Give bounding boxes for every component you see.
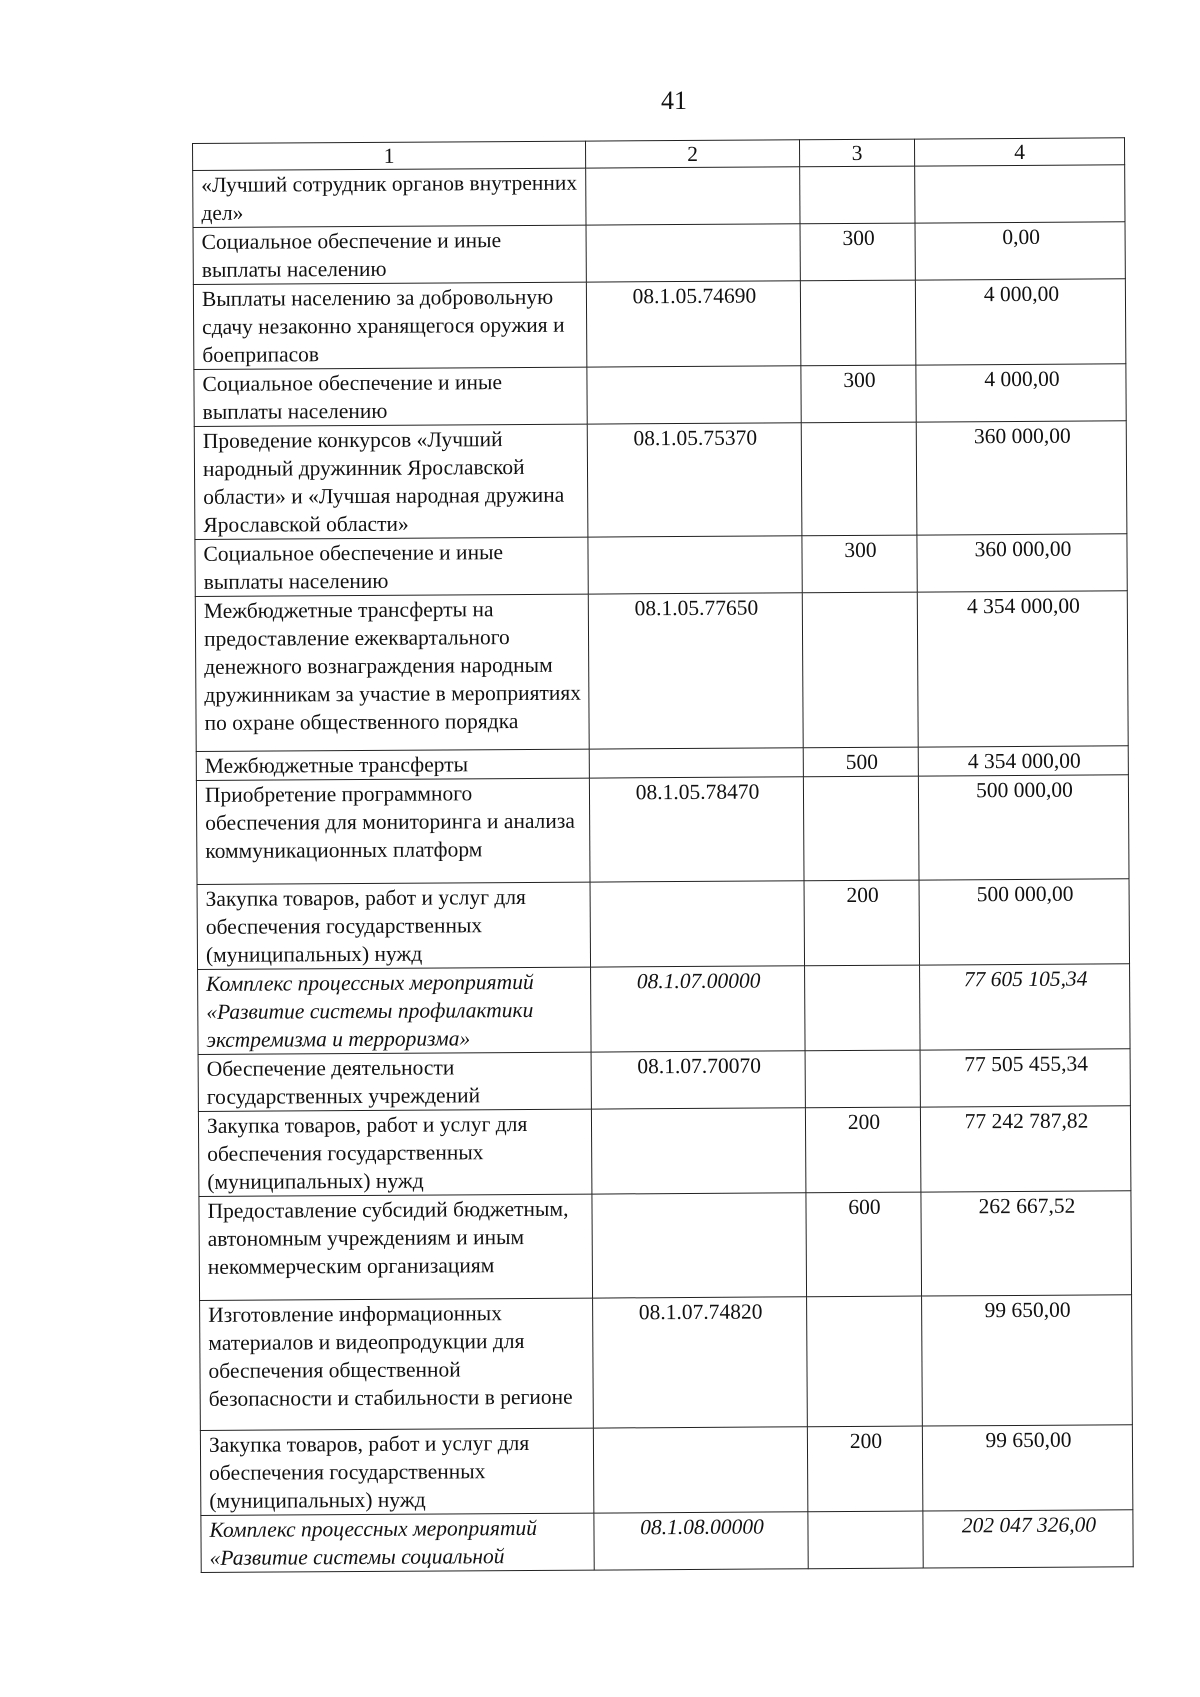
row-type-cell: 300 xyxy=(802,535,917,593)
table-row xyxy=(193,165,1125,228)
row-sum-cell: 4 000,00 xyxy=(915,279,1126,365)
row-name-cell: Обеспечение деятельности государственных учреждений xyxy=(198,1052,591,1111)
row-sum-cell: 202 047 326,00 xyxy=(923,1510,1133,1568)
row-type-cell xyxy=(800,166,915,224)
row-code-cell xyxy=(588,536,802,594)
table-row xyxy=(194,421,1127,540)
row-code-cell: 08.1.05.75370 xyxy=(587,423,802,537)
row-type-cell xyxy=(801,422,917,536)
row-name-cell: Проведение конкурсов «Лучший народный дружинник Ярославской области» и «Лучшая народная дружина Ярославской области» xyxy=(194,424,588,539)
row-code-cell xyxy=(593,1427,808,1513)
row-sum-cell: 77 605 105,34 xyxy=(920,964,1131,1050)
row-code-cell: 08.1.07.74820 xyxy=(593,1297,808,1428)
table-row xyxy=(196,775,1129,885)
row-type-cell xyxy=(805,965,921,1051)
row-sum-cell: 4 000,00 xyxy=(916,364,1126,422)
row-name-cell: Приобретение программного обеспечения для мониторинга и анализа коммуникационных платформ xyxy=(196,778,590,884)
table-row xyxy=(198,964,1131,1055)
row-code-cell xyxy=(591,1108,806,1194)
table-row xyxy=(198,1106,1131,1197)
row-code-cell xyxy=(587,366,801,424)
row-sum-cell: 4 354 000,00 xyxy=(917,591,1128,747)
table-row xyxy=(197,879,1130,970)
column-header: 3 xyxy=(799,139,914,167)
row-code-cell: 08.1.08.00000 xyxy=(594,1512,808,1570)
row-sum-cell: 99 650,00 xyxy=(922,1425,1133,1511)
row-type-cell xyxy=(807,1296,923,1427)
row-name-cell: Закупка товаров, работ и услуг для обеспечения государственных (муниципальных) нужд xyxy=(197,882,591,969)
row-code-cell: 08.1.07.00000 xyxy=(591,966,806,1052)
table-row xyxy=(195,534,1127,597)
table-row xyxy=(194,364,1126,427)
row-name-cell: Социальное обеспечение и иные выплаты населению xyxy=(195,537,588,596)
row-name-cell: Комплекс процессных мероприятий «Развитие системы социальной xyxy=(201,1513,594,1572)
row-name-cell: Изготовление информационных материалов и видеопродукции для обеспечения общественной безопасности и стабильности в регионе xyxy=(200,1298,594,1430)
row-code-cell xyxy=(590,881,805,967)
table-row xyxy=(201,1510,1133,1573)
row-code-cell xyxy=(586,167,800,225)
table-row xyxy=(198,1049,1130,1112)
row-name-cell: Закупка товаров, работ и услуг для обеспечения государственных (муниципальных) нужд xyxy=(198,1109,592,1196)
table-row xyxy=(200,1295,1133,1431)
row-name-cell: Закупка товаров, работ и услуг для обеспечения государственных (муниципальных) нужд xyxy=(200,1428,594,1515)
row-type-cell: 200 xyxy=(804,880,920,966)
row-sum-cell: 99 650,00 xyxy=(922,1295,1133,1426)
table-row xyxy=(195,591,1128,752)
row-name-cell: Комплекс процессных мероприятий «Развитие системы профилактики экстремизма и терроризма» xyxy=(198,967,592,1054)
table-row xyxy=(193,222,1125,285)
row-code-cell: 08.1.05.77650 xyxy=(588,593,803,749)
column-header: 1 xyxy=(193,141,586,170)
row-name-cell: Межбюджетные трансферты xyxy=(196,749,589,780)
row-code-cell: 08.1.07.70070 xyxy=(591,1051,805,1109)
row-type-cell xyxy=(808,1511,923,1569)
row-code-cell: 08.1.05.74690 xyxy=(586,281,801,367)
row-type-cell: 300 xyxy=(801,365,916,423)
row-type-cell: 200 xyxy=(807,1426,923,1512)
row-name-cell: Социальное обеспечение и иные выплаты населению xyxy=(193,225,586,284)
table-body xyxy=(193,165,1134,1573)
page-number: 41 xyxy=(661,86,687,115)
row-sum-cell: 4 354 000,00 xyxy=(918,746,1128,776)
table-row xyxy=(199,1191,1132,1301)
row-sum-cell: 77 242 787,82 xyxy=(920,1106,1131,1192)
row-name-cell: Межбюджетные трансферты на предоставление ежеквартального денежного вознаграждения народным дружинникам за участие в мероприятиях по охране общественного порядка xyxy=(195,594,589,751)
row-code-cell: 08.1.05.78470 xyxy=(589,777,804,882)
row-sum-cell: 500 000,00 xyxy=(918,775,1129,880)
table-row xyxy=(200,1425,1133,1516)
row-type-cell xyxy=(803,776,919,881)
row-name-cell: Выплаты населению за добровольную сдачу незаконно хранящегося оружия и боеприпасов xyxy=(193,282,587,369)
column-header: 4 xyxy=(914,138,1124,166)
row-type-cell: 500 xyxy=(803,747,918,777)
row-sum-cell: 360 000,00 xyxy=(917,534,1127,592)
row-sum-cell: 360 000,00 xyxy=(916,421,1127,535)
row-sum-cell: 77 505 455,34 xyxy=(920,1049,1130,1107)
row-type-cell: 600 xyxy=(806,1192,922,1297)
row-sum-cell: 262 667,52 xyxy=(921,1191,1132,1296)
column-header: 2 xyxy=(585,140,799,168)
table-row xyxy=(193,279,1126,370)
row-type-cell xyxy=(802,592,918,748)
row-sum-cell: 500 000,00 xyxy=(919,879,1130,965)
budget-table xyxy=(192,137,1134,1573)
row-type-cell: 200 xyxy=(805,1107,921,1193)
row-code-cell xyxy=(586,224,800,282)
row-sum-cell xyxy=(915,165,1125,223)
row-name-cell: Социальное обеспечение и иные выплаты населению xyxy=(194,367,587,426)
row-code-cell xyxy=(592,1193,807,1298)
row-type-cell: 300 xyxy=(800,223,915,281)
row-code-cell xyxy=(589,748,803,778)
row-type-cell xyxy=(805,1050,920,1108)
row-sum-cell: 0,00 xyxy=(915,222,1125,280)
row-type-cell xyxy=(800,280,916,366)
row-name-cell: Предоставление субсидий бюджетным, автономным учреждениям и иным некоммерческим организациям xyxy=(199,1194,593,1300)
row-name-cell: «Лучший сотрудник органов внутренних дел» xyxy=(193,168,586,227)
